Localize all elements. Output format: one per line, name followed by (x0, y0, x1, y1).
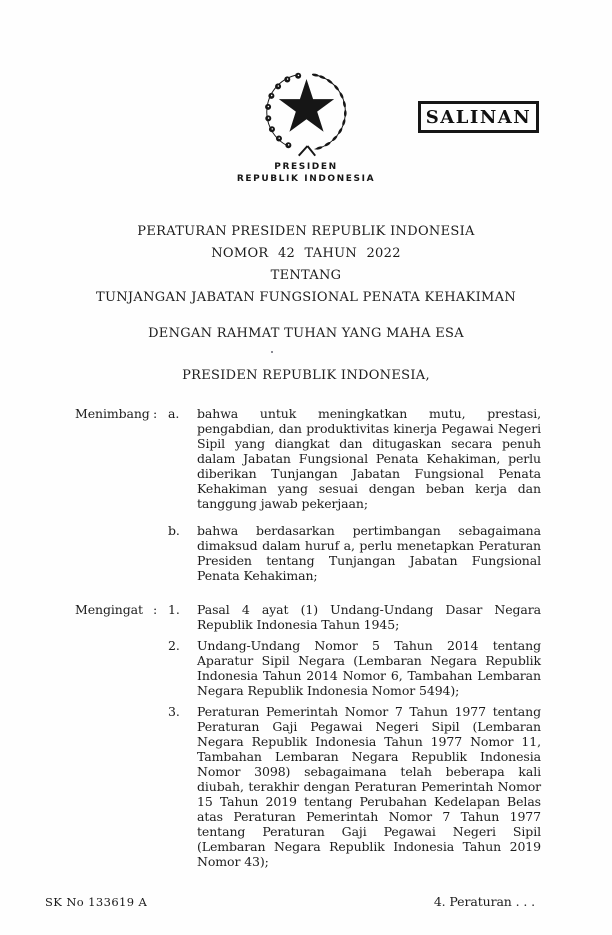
page-catchword: 4. Peraturan . . . (433, 894, 535, 909)
salinan-stamp (418, 101, 539, 133)
remembering-item-2-marker: 2. (168, 638, 180, 653)
letterhead (0, 161, 612, 185)
title-tentang: TENTANG (270, 268, 342, 283)
considering-section (75, 406, 541, 583)
star-icon (279, 79, 334, 132)
authority-line: PRESIDEN REPUBLIK INDONESIA, (182, 368, 430, 383)
invocation-line: DENGAN RAHMAT TUHAN YANG MAHA ESA (148, 326, 464, 341)
remembering-item-3 (75, 704, 541, 869)
considering-item-b-text: bahwa berdasarkan pertimbangan sebagaimana dimaksud dalam huruf a, perlu menetapkan Peraturan Presiden tentang Tunjangan Jabatan Fungsional Penata Kehakiman; (197, 523, 541, 583)
presidential-emblem-icon (258, 67, 355, 159)
remembering-section (75, 602, 541, 869)
scan-artifact-dot (271, 351, 273, 353)
considering-colon: : (153, 406, 158, 421)
remembering-item-3-text: Peraturan Pemerintah Nomor 7 Tahun 1977 tentang Peraturan Gaji Pegawai Negeri Sipil (Lembaran Negara Republik Indonesia Tahun 1977 Nomor 11, Tambahan Lembaran Negara Republik Indonesia Nomor 3098) sebagaimana telah beberapa kali diubah, terakhir dengan Peraturan Pemerintah Nomor 15 Tahun 2019 tentang Perubahan Kedelapan Belas atas Peraturan Pemerintah Nomor 7 Tahun 1977 tentang Peraturan Gaji Pegawai Negeri Sipil (Lembaran Negara Republik Indonesia Tahun 2019 Nomor 43); (197, 704, 541, 869)
regulation-title (0, 221, 612, 309)
considering-item-b-marker: b. (168, 523, 180, 538)
remembering-item-3-marker: 3. (168, 704, 180, 719)
title-regulation-name: PERATURAN PRESIDEN REPUBLIK INDONESIA (137, 224, 475, 239)
considering-item-a-marker: a. (168, 406, 180, 421)
remembering-colon: : (153, 602, 158, 617)
remembering-item-1-marker: 1. (168, 602, 180, 617)
remembering-label: Mengingat (75, 602, 143, 617)
remembering-item-2-text: Undang-Undang Nomor 5 Tahun 2014 tentang Aparatur Sipil Negara (Lembaran Negara Republik Indonesia Tahun 2014 Nomor 6, Tambahan Lembaran Negara Republik Indonesia Nomor 5494); (197, 638, 541, 698)
wreath-stem-icon (299, 146, 315, 156)
footer-sk-number: SK No 133619 A (45, 895, 148, 909)
considering-item-a (75, 406, 541, 511)
considering-label: Menimbang (75, 406, 150, 421)
letterhead-presiden: PRESIDEN (274, 162, 338, 172)
remembering-item-1 (75, 602, 541, 632)
document-body (75, 406, 541, 909)
letterhead-republik-indonesia: REPUBLIK INDONESIA (236, 174, 376, 184)
remembering-item-2 (75, 638, 541, 698)
remembering-item-1-text: Pasal 4 ayat (1) Undang-Undang Dasar Negara Republik Indonesia Tahun 1945; (197, 602, 541, 632)
considering-item-b (75, 523, 541, 583)
salinan-stamp-label: SALINAN (425, 106, 532, 128)
title-subject: TUNJANGAN JABATAN FUNGSIONAL PENATA KEHAKIMAN (95, 290, 517, 305)
title-number-year: NOMOR 42 TAHUN 2022 (211, 246, 401, 261)
considering-item-a-text: bahwa untuk meningkatkan mutu, prestasi, pengabdian, dan produktivitas kinerja Pegawai Negeri Sipil yang diangkat dan ditugaskan secara penuh dalam Jabatan Fungsional Penata Kehakiman, perlu diberikan Tunjangan Jabatan Fungsional Penata Kehakiman yang sesuai dengan beban kerja dan tanggung jawab pekerjaan; (197, 406, 541, 511)
